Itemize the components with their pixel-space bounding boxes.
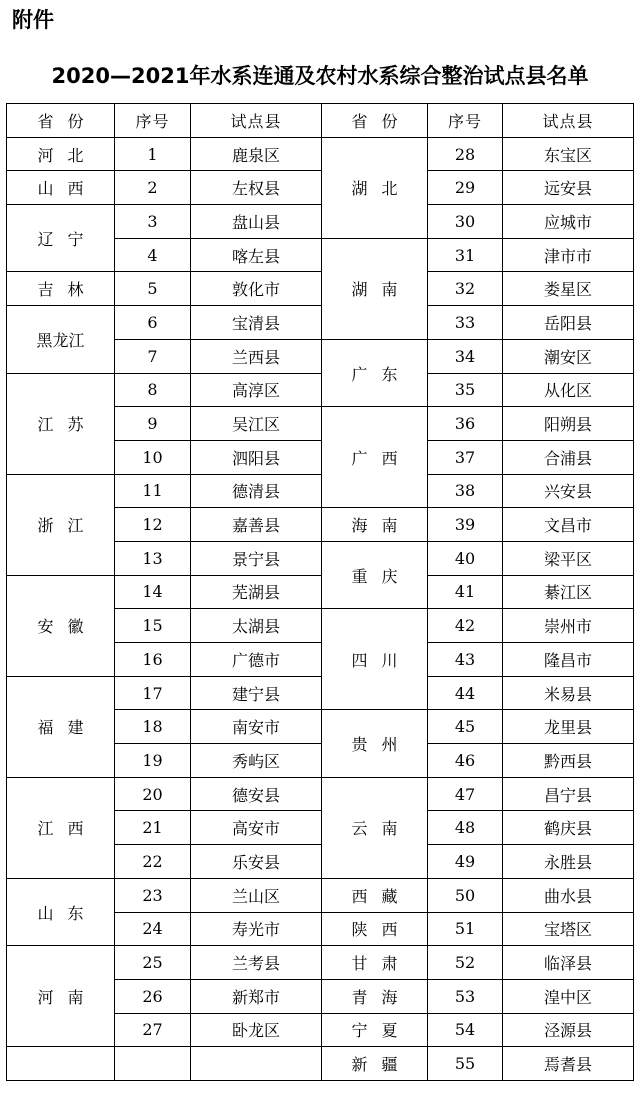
county-cell-left: 泗阳县 [191, 440, 322, 474]
province-cell-right: 四川 [322, 609, 428, 710]
table-row [7, 137, 634, 171]
county-cell-left: 新郑市 [191, 979, 322, 1013]
county-cell-right: 湟中区 [503, 979, 634, 1013]
number-cell-right: 32 [428, 272, 503, 306]
county-cell-left: 左权县 [191, 171, 322, 205]
province-cell-left: 安徽 [7, 575, 115, 676]
province-cell-left: 福建 [7, 676, 115, 777]
county-cell-left: 喀左县 [191, 238, 322, 272]
county-cell-right: 焉耆县 [503, 1047, 634, 1081]
number-cell-left: 14 [115, 575, 191, 609]
table-row [7, 306, 634, 340]
table-row [7, 373, 634, 407]
county-cell-right: 綦江区 [503, 575, 634, 609]
number-cell-right: 36 [428, 407, 503, 441]
county-cell-right: 梁平区 [503, 541, 634, 575]
number-cell-left: 24 [115, 912, 191, 946]
number-cell-right: 40 [428, 541, 503, 575]
number-cell-left: 4 [115, 238, 191, 272]
table-row [7, 272, 634, 306]
county-cell-left: 高淳区 [191, 373, 322, 407]
county-cell-left: 吴江区 [191, 407, 322, 441]
county-cell-left: 寿光市 [191, 912, 322, 946]
county-cell-left: 广德市 [191, 643, 322, 677]
county-cell-right: 鹤庆县 [503, 811, 634, 845]
county-cell-left: 德清县 [191, 474, 322, 508]
county-cell-left: 兰西县 [191, 339, 322, 373]
county-cell-right: 东宝区 [503, 137, 634, 171]
number-cell-left: 17 [115, 676, 191, 710]
county-cell-right: 兴安县 [503, 474, 634, 508]
county-cell-left: 卧龙区 [191, 1013, 322, 1047]
county-cell-left [191, 1047, 322, 1081]
number-cell-right: 41 [428, 575, 503, 609]
number-cell-right: 52 [428, 946, 503, 980]
county-cell-right: 崇州市 [503, 609, 634, 643]
number-cell-left: 16 [115, 643, 191, 677]
number-cell-left: 20 [115, 777, 191, 811]
county-cell-right: 临泽县 [503, 946, 634, 980]
province-cell-right: 湖南 [322, 238, 428, 339]
table-row [7, 777, 634, 811]
county-cell-right: 永胜县 [503, 845, 634, 879]
number-cell-left: 18 [115, 710, 191, 744]
number-cell-right: 43 [428, 643, 503, 677]
county-cell-left: 秀屿区 [191, 744, 322, 778]
pilot-county-table [6, 103, 634, 1081]
number-cell-right: 33 [428, 306, 503, 340]
number-cell-right: 45 [428, 710, 503, 744]
county-cell-right: 泾源县 [503, 1013, 634, 1047]
number-cell-right: 51 [428, 912, 503, 946]
county-cell-left: 鹿泉区 [191, 137, 322, 171]
number-cell-left: 11 [115, 474, 191, 508]
header-county-left: 试点县 [191, 104, 322, 138]
county-cell-right: 文昌市 [503, 508, 634, 542]
number-cell-left: 2 [115, 171, 191, 205]
table-row [7, 205, 634, 239]
number-cell-right: 35 [428, 373, 503, 407]
county-cell-right: 合浦县 [503, 440, 634, 474]
county-cell-left: 乐安县 [191, 845, 322, 879]
county-cell-left: 盘山县 [191, 205, 322, 239]
province-cell-right: 贵州 [322, 710, 428, 777]
number-cell-right: 48 [428, 811, 503, 845]
province-cell-right: 云南 [322, 777, 428, 878]
county-cell-right: 津市市 [503, 238, 634, 272]
number-cell-left: 7 [115, 339, 191, 373]
province-cell-right: 青海 [322, 979, 428, 1013]
number-cell-right: 53 [428, 979, 503, 1013]
county-cell-left: 宝清县 [191, 306, 322, 340]
table-row [7, 676, 634, 710]
number-cell-right: 49 [428, 845, 503, 879]
county-cell-left: 芜湖县 [191, 575, 322, 609]
number-cell-left: 8 [115, 373, 191, 407]
number-cell-left: 1 [115, 137, 191, 171]
county-cell-right: 从化区 [503, 373, 634, 407]
province-cell-left: 河南 [7, 946, 115, 1047]
number-cell-right: 37 [428, 440, 503, 474]
header-province-left: 省份 [7, 104, 115, 138]
county-cell-left: 景宁县 [191, 541, 322, 575]
county-cell-right: 黔西县 [503, 744, 634, 778]
province-cell-left [7, 1047, 115, 1081]
province-cell-left: 黑龙江 [7, 306, 115, 373]
number-cell-left: 12 [115, 508, 191, 542]
county-cell-left: 建宁县 [191, 676, 322, 710]
county-cell-right: 娄星区 [503, 272, 634, 306]
county-cell-left: 兰考县 [191, 946, 322, 980]
table-row [7, 878, 634, 912]
province-cell-right: 西藏 [322, 878, 428, 912]
county-cell-right: 昌宁县 [503, 777, 634, 811]
header-province-right: 省份 [322, 104, 428, 138]
table-row [7, 171, 634, 205]
number-cell-left: 22 [115, 845, 191, 879]
number-cell-left: 15 [115, 609, 191, 643]
province-cell-right: 湖北 [322, 137, 428, 238]
province-cell-left: 江西 [7, 777, 115, 878]
number-cell-left: 9 [115, 407, 191, 441]
table-row [7, 1047, 634, 1081]
number-cell-left: 10 [115, 440, 191, 474]
number-cell-left: 23 [115, 878, 191, 912]
province-cell-right: 新疆 [322, 1047, 428, 1081]
county-cell-right: 岳阳县 [503, 306, 634, 340]
county-cell-right: 隆昌市 [503, 643, 634, 677]
number-cell-right: 29 [428, 171, 503, 205]
province-cell-left: 辽宁 [7, 205, 115, 272]
province-cell-left: 河北 [7, 137, 115, 171]
number-cell-right: 38 [428, 474, 503, 508]
province-cell-right: 广东 [322, 339, 428, 406]
number-cell-left: 21 [115, 811, 191, 845]
number-cell-right: 30 [428, 205, 503, 239]
attachment-label: 附件 [12, 8, 54, 32]
number-cell-left: 26 [115, 979, 191, 1013]
number-cell-right: 44 [428, 676, 503, 710]
number-cell-right: 55 [428, 1047, 503, 1081]
county-cell-right: 应城市 [503, 205, 634, 239]
county-cell-right: 远安县 [503, 171, 634, 205]
number-cell-right: 34 [428, 339, 503, 373]
number-cell-left: 5 [115, 272, 191, 306]
number-cell-right: 39 [428, 508, 503, 542]
county-cell-left: 兰山区 [191, 878, 322, 912]
province-cell-left: 浙江 [7, 474, 115, 575]
table-header-row [7, 104, 634, 138]
county-cell-right: 米易县 [503, 676, 634, 710]
number-cell-right: 54 [428, 1013, 503, 1047]
province-cell-left: 山西 [7, 171, 115, 205]
county-cell-right: 潮安区 [503, 339, 634, 373]
number-cell-right: 31 [428, 238, 503, 272]
county-cell-left: 敦化市 [191, 272, 322, 306]
number-cell-right: 28 [428, 137, 503, 171]
header-number-right: 序号 [428, 104, 503, 138]
number-cell-left: 19 [115, 744, 191, 778]
number-cell-left: 27 [115, 1013, 191, 1047]
number-cell-left: 6 [115, 306, 191, 340]
province-cell-right: 宁夏 [322, 1013, 428, 1047]
county-cell-left: 太湖县 [191, 609, 322, 643]
province-cell-right: 陕西 [322, 912, 428, 946]
county-cell-right: 曲水县 [503, 878, 634, 912]
table-row [7, 946, 634, 980]
number-cell-right: 42 [428, 609, 503, 643]
number-cell-left: 3 [115, 205, 191, 239]
number-cell-right: 50 [428, 878, 503, 912]
header-county-right: 试点县 [503, 104, 634, 138]
province-cell-left: 江苏 [7, 373, 115, 474]
table-row [7, 575, 634, 609]
province-cell-left: 山东 [7, 878, 115, 945]
county-cell-right: 宝塔区 [503, 912, 634, 946]
county-cell-left: 南安市 [191, 710, 322, 744]
number-cell-left: 13 [115, 541, 191, 575]
number-cell-right: 47 [428, 777, 503, 811]
number-cell-left: 25 [115, 946, 191, 980]
number-cell-right: 46 [428, 744, 503, 778]
number-cell-left [115, 1047, 191, 1081]
county-cell-right: 阳朔县 [503, 407, 634, 441]
document-title: 2020—2021年水系连通及农村水系综合整治试点县名单 [51, 64, 589, 88]
table-row [7, 474, 634, 508]
county-cell-left: 高安市 [191, 811, 322, 845]
province-cell-left: 吉林 [7, 272, 115, 306]
province-cell-right: 广西 [322, 407, 428, 508]
province-cell-right: 重庆 [322, 541, 428, 608]
header-number-left: 序号 [115, 104, 191, 138]
province-cell-right: 海南 [322, 508, 428, 542]
county-cell-left: 德安县 [191, 777, 322, 811]
province-cell-right: 甘肃 [322, 946, 428, 980]
county-cell-right: 龙里县 [503, 710, 634, 744]
county-cell-left: 嘉善县 [191, 508, 322, 542]
